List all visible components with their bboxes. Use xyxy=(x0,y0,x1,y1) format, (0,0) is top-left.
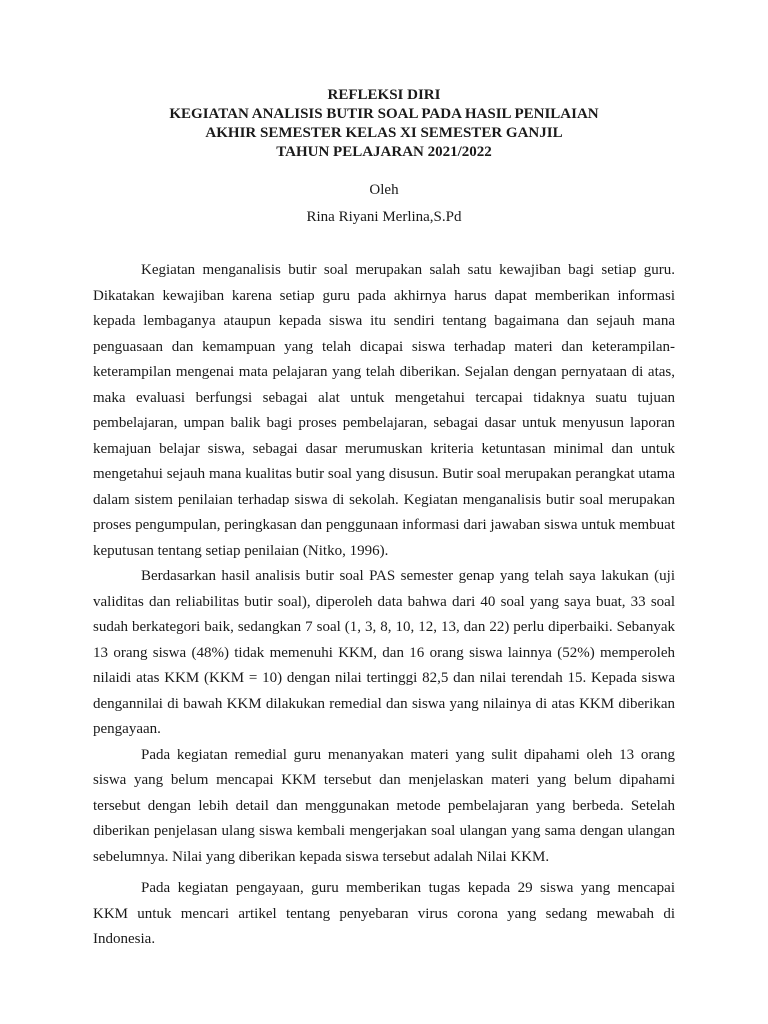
title-line-2: KEGIATAN ANALISIS BUTIR SOAL PADA HASIL PENILAIAN xyxy=(169,106,599,122)
paragraph-2: Berdasarkan hasil analisis butir soal PAS semester genap yang telah saya lakukan (uji validitas dan reliabilitas butir soal), diperoleh data bahwa dari 40 soal yang saya buat, 33 soal sudah berkategori baik, sedangkan 7 soal (1, 3, 8, 10, 12, 13, dan 22) perlu diperbaiki. Sebanyak 13 orang siswa (48%) tidak memenuhi KKM, dan 16 orang siswa lainnya (52%) memperoleh nilaidi atas KKM (KKM = 10) dengan nilai tertinggi 82,5 dan nilai terendah 15. Kepada siswa dengannilai di bawah KKM dilakukan remedial dan siswa yang nilainya di atas KKM diberikan pengayaan. xyxy=(93,568,675,737)
document-body xyxy=(93,258,675,953)
title-line-4: TAHUN PELAJARAN 2021/2022 xyxy=(276,144,492,160)
paragraph-3: Pada kegiatan remedial guru menanyakan materi yang sulit dipahami oleh 13 orang siswa yang belum mencapai KKM tersebut dan menjelaskan materi yang belum dipahami tersebut dengan lebih detail dan menggunakan metode pembelajaran yang berbeda. Setelah diberikan penjelasan ulang siswa kembali mengerjakan soal ulangan yang sama dengan ulangan sebelumnya. Nilai yang diberikan kepada siswa tersebut adalah Nilai KKM. xyxy=(93,746,675,865)
title-line-3: AKHIR SEMESTER KELAS XI SEMESTER GANJIL xyxy=(205,125,563,141)
author-name: Rina Riyani Merlina,S.Pd xyxy=(306,209,462,225)
paragraph-1: Kegiatan menganalisis butir soal merupakan salah satu kewajiban bagi setiap guru. Dikatakan kewajiban karena setiap guru pada akhirnya harus dapat memberikan informasi kepada lembaganya ataupun kepada siswa itu sendiri tentang bagaimana dan sejauh mana penguasaan dan kemampuan yang telah dicapai siswa terhadap materi dan keterampilan-keterampilan mengenai mata pelajaran yang telah diberikan. Sejalan dengan pernyataan di atas, maka evaluasi berfungsi sebagai alat untuk mengetahui tercapai tidaknya suatu tujuan pembelajaran, umpan balik bagi proses pembelajaran, sebagai dasar untuk menyusun laporan kemajuan belajar siswa, sebagai dasar merumuskan kriteria ketuntasan minimal dan untuk mengetahui sejauh mana kualitas butir soal yang disusun. Butir soal merupakan perangkat utama dalam sistem penilaian terhadap siswa di sekolah. Kegiatan menganalisis butir soal merupakan proses pengumpulan, peringkasan dan penggunaan informasi dari jawaban siswa untuk membuat keputusan tentang setiap penilaian (Nitko, 1996). xyxy=(93,262,675,559)
title-line-1: REFLEKSI DIRI xyxy=(327,87,441,103)
paragraph-4: Pada kegiatan pengayaan, guru memberikan tugas kepada 29 siswa yang mencapai KKM untuk mencari artikel tentang penyebaran virus corona yang sedang mewabah di Indonesia. xyxy=(93,880,675,947)
document-title xyxy=(93,86,675,162)
by-label: Oleh xyxy=(369,182,399,198)
document-page xyxy=(93,86,675,953)
